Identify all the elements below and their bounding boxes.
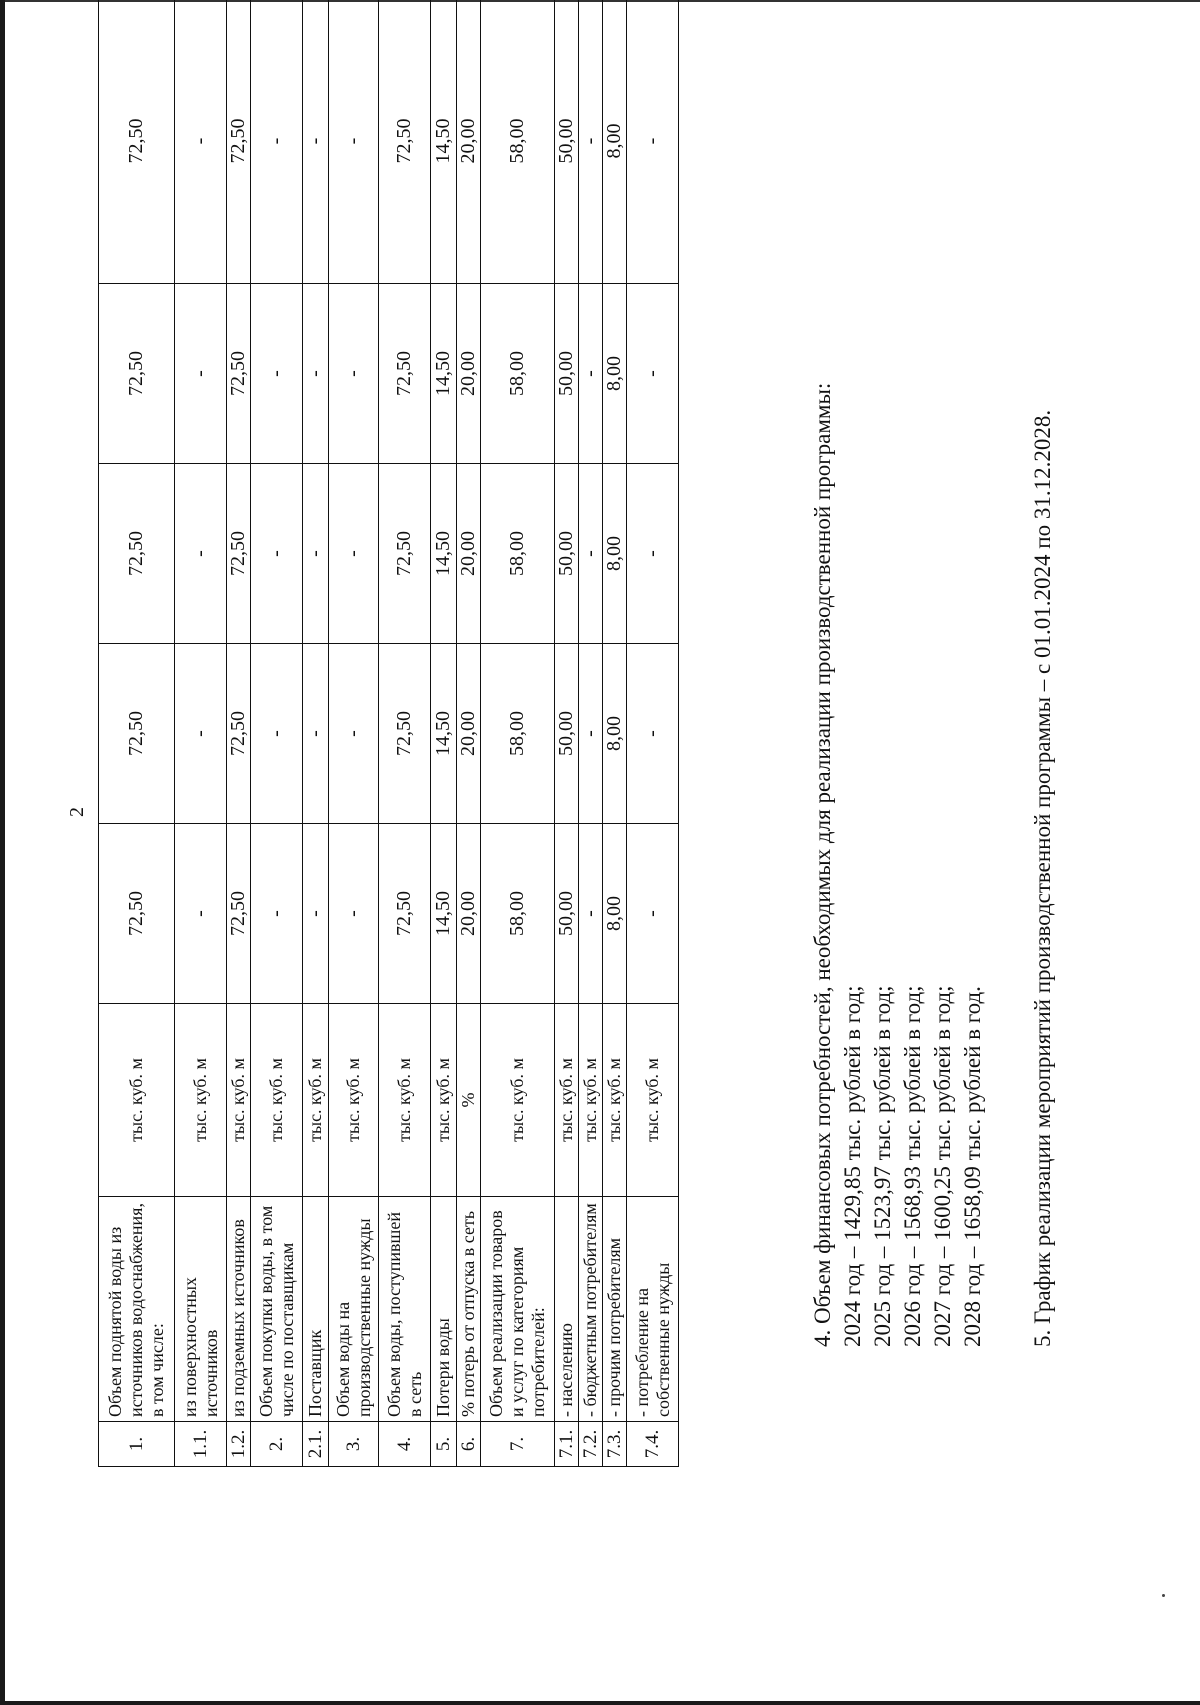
value-cell: - [175,644,227,824]
page-number: 2 [66,807,88,817]
value-cell: - [175,284,227,464]
value-cell: - [579,0,603,284]
table-row [603,0,627,1467]
value-cell: - [627,644,679,824]
value-cell: - [627,284,679,464]
unit-cell: тыс. куб. м [303,1004,329,1197]
value-cell: 14,50 [431,284,457,464]
value-cell: 50,00 [555,824,579,1004]
unit-cell: тыс. куб. м [251,1004,303,1197]
value-cell: - [303,284,329,464]
value-cell: 72,50 [99,464,175,644]
value-cell: - [251,644,303,824]
value-cell: 50,00 [555,0,579,284]
value-cell: 8,00 [603,284,627,464]
indicator-name: Объем поднятой воды из источников водоснабжения, в том числе: [99,1197,175,1422]
value-cell: - [175,464,227,644]
table-row [175,0,227,1467]
value-cell: - [251,824,303,1004]
value-cell: - [627,0,679,284]
indicator-name: - бюджетным потребителям [579,1197,603,1422]
value-cell: - [579,284,603,464]
value-cell: - [627,464,679,644]
value-cell: 50,00 [555,284,579,464]
value-cell: - [175,824,227,1004]
value-cell: 58,00 [481,284,555,464]
value-cell: 72,50 [379,824,431,1004]
table-row [379,0,431,1467]
table-body [99,0,679,1467]
value-cell: 50,00 [555,644,579,824]
value-cell: 72,50 [227,0,251,284]
value-cell: - [251,464,303,644]
table-row [481,0,555,1467]
table-row [227,0,251,1467]
value-cell: 20,00 [457,464,481,644]
unit-cell: тыс. куб. м [99,1004,175,1197]
table-row [329,0,379,1467]
value-cell: 58,00 [481,644,555,824]
indicator-name: из поверхностных источников [175,1197,227,1422]
value-cell: 72,50 [379,464,431,644]
unit-cell: тыс. куб. м [603,1004,627,1197]
table-row [555,0,579,1467]
unit-cell: тыс. куб. м [329,1004,379,1197]
value-cell: 72,50 [99,0,175,284]
unit-cell: тыс. куб. м [175,1004,227,1197]
schedule-section: 5. График реализации мероприятий производственной программы – с 01.01.2024 по 31.12.2028. [1030,409,1055,1347]
unit-cell: % [457,1004,481,1197]
value-cell: 72,50 [379,284,431,464]
value-cell: 20,00 [457,0,481,284]
value-cell: 72,50 [227,284,251,464]
row-number: 7.4. [627,1422,679,1467]
row-number: 1.1. [175,1422,227,1467]
value-cell: 14,50 [431,644,457,824]
row-number: 1.2. [227,1422,251,1467]
unit-cell: тыс. куб. м [627,1004,679,1197]
row-number: 7.1. [555,1422,579,1467]
value-cell: 72,50 [99,284,175,464]
value-cell: 14,50 [431,464,457,644]
section4-line-2025: 2025 год – 1523,97 тыс. рублей в год; [870,985,895,1347]
value-cell: 58,00 [481,824,555,1004]
value-cell: 50,00 [555,464,579,644]
value-cell: 72,50 [99,644,175,824]
value-cell: 14,50 [431,824,457,1004]
value-cell: 72,50 [379,644,431,824]
row-number: 6. [457,1422,481,1467]
financial-needs-section [808,47,988,1347]
table-row [431,0,457,1467]
indicator-name: - потребление на собственные нужды [627,1197,679,1422]
value-cell: 72,50 [379,0,431,284]
section4-line-2027: 2027 год – 1600,25 тыс. рублей в год; [930,985,955,1347]
row-number: 5. [431,1422,457,1467]
value-cell: - [329,284,379,464]
indicator-name: из подземных источников [227,1197,251,1422]
value-cell: 8,00 [603,464,627,644]
indicator-name: Объем воды на производственные нужды [329,1197,379,1422]
value-cell: 58,00 [481,0,555,284]
indicator-name: Объем покупки воды, в том числе по поставщикам [251,1197,303,1422]
value-cell: - [175,0,227,284]
value-cell: - [303,644,329,824]
value-cell: - [579,644,603,824]
value-cell: 14,50 [431,0,457,284]
row-number: 7. [481,1422,555,1467]
value-cell: - [303,0,329,284]
row-number: 2.1. [303,1422,329,1467]
indicator-name: Объем воды, поступившей в сеть [379,1197,431,1422]
table-row [457,0,481,1467]
indicator-name: % потерь от отпуска в сеть [457,1197,481,1422]
section4-heading: 4. Объем финансовых потребностей, необходимых для реализации производственной программы: [810,382,835,1347]
value-cell: 72,50 [227,824,251,1004]
value-cell: - [329,464,379,644]
value-cell: 72,50 [99,824,175,1004]
value-cell: 8,00 [603,0,627,284]
table-row [303,0,329,1467]
indicator-name: - прочим потребителям [603,1197,627,1422]
unit-cell: тыс. куб. м [555,1004,579,1197]
indicator-name: Потери воды [431,1197,457,1422]
value-cell: - [627,824,679,1004]
unit-cell: тыс. куб. м [431,1004,457,1197]
value-cell: - [329,644,379,824]
value-cell: 20,00 [457,644,481,824]
table-row [579,0,603,1467]
section4-line-2026: 2026 год – 1568,93 тыс. рублей в год; [900,985,925,1347]
value-cell: 58,00 [481,464,555,644]
indicator-name: - населению [555,1197,579,1422]
row-number: 3. [329,1422,379,1467]
row-number: 7.2. [579,1422,603,1467]
table-row [627,0,679,1467]
row-number: 7.3. [603,1422,627,1467]
section4-line-2024: 2024 год – 1429,85 тыс. рублей в год; [840,985,865,1347]
value-cell: 72,50 [227,644,251,824]
indicator-name: Объем реализации товаров и услуг по категориям потребителей: [481,1197,555,1422]
production-indicators-table [98,0,679,1467]
value-cell: - [251,284,303,464]
value-cell: - [329,824,379,1004]
value-cell: - [579,464,603,644]
indicator-name: Поставщик [303,1197,329,1422]
value-cell: 20,00 [457,284,481,464]
value-cell: 72,50 [227,464,251,644]
row-number: 1. [99,1422,175,1467]
row-number: 4. [379,1422,431,1467]
value-cell: 8,00 [603,644,627,824]
unit-cell: тыс. куб. м [379,1004,431,1197]
value-cell: - [579,824,603,1004]
table-row [251,0,303,1467]
value-cell: 20,00 [457,824,481,1004]
row-number: 2. [251,1422,303,1467]
value-cell: 8,00 [603,824,627,1004]
value-cell: - [329,0,379,284]
value-cell: - [251,0,303,284]
unit-cell: тыс. куб. м [227,1004,251,1197]
section4-line-2028: 2028 год – 1658,09 тыс. рублей в год. [960,986,985,1347]
unit-cell: тыс. куб. м [481,1004,555,1197]
value-cell: - [303,824,329,1004]
value-cell: - [303,464,329,644]
table-row [99,0,175,1467]
unit-cell: тыс. куб. м [579,1004,603,1197]
